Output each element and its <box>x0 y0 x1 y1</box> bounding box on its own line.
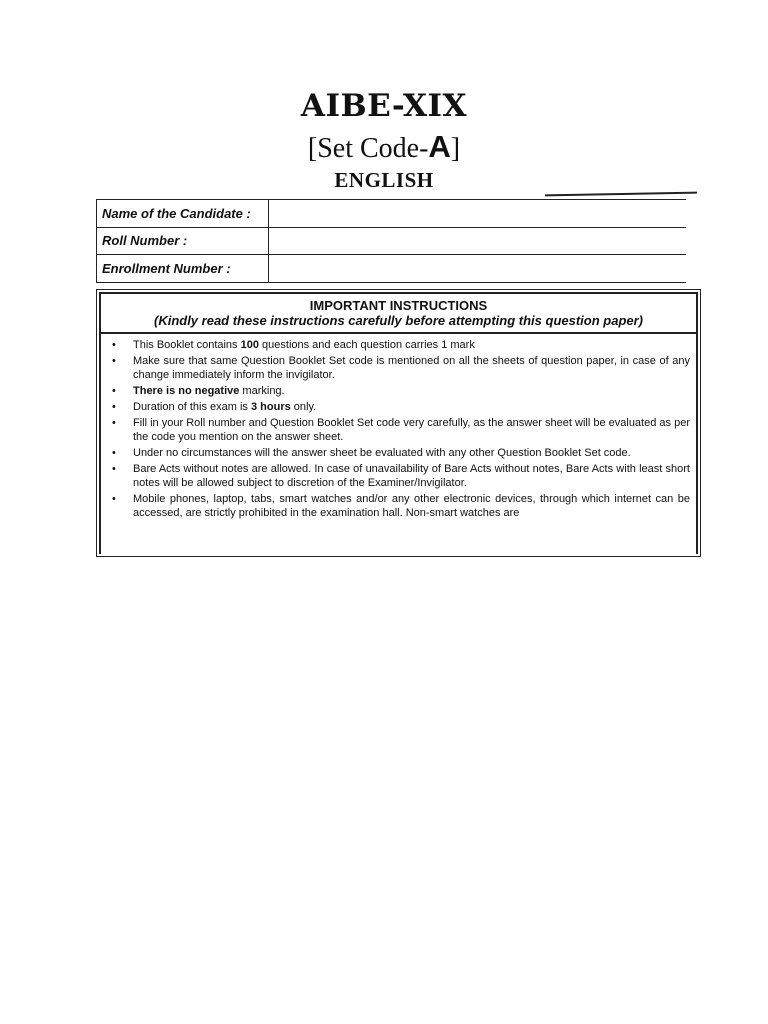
bullet-icon: • <box>112 447 116 459</box>
instructions-box <box>99 292 698 554</box>
instruction-item <box>112 400 690 414</box>
roll-number-field[interactable] <box>269 227 687 255</box>
instruction-emphasis: 100 <box>240 339 259 351</box>
set-code-prefix: [Set Code- <box>307 133 429 164</box>
instruction-text-end: only. <box>290 401 317 413</box>
instruction-text-end: questions and each question carries 1 mark <box>258 339 475 351</box>
candidate-details-table <box>96 199 686 283</box>
instructions-list <box>101 334 696 520</box>
enrollment-number-label: Enrollment Number : <box>97 255 269 283</box>
language-label: ENGLISH <box>334 168 434 192</box>
bullet-icon: • <box>112 385 116 397</box>
instruction-text: There is <box>133 385 179 397</box>
exam-title: AIBE-XIX <box>300 88 468 124</box>
bullet-icon: • <box>112 339 116 351</box>
instruction-text-end: marking. <box>239 385 285 397</box>
roll-number-label: Roll Number : <box>97 227 269 255</box>
instruction-emphasis: 3 hours <box>251 401 291 413</box>
instruction-item <box>112 462 690 490</box>
set-code <box>0 129 768 165</box>
candidate-name-field[interactable] <box>269 200 687 228</box>
instruction-text: Under no circumstances will the answer sheet be evaluated with any other Question Booklet Set code. <box>133 447 631 459</box>
roll-number-row <box>97 227 687 255</box>
instruction-text: Duration of this exam is <box>133 401 251 413</box>
bullet-icon: • <box>112 463 116 475</box>
set-code-letter: A <box>428 129 451 164</box>
instructions-heading: IMPORTANT INSTRUCTIONS <box>309 298 488 313</box>
instruction-text: Bare Acts without notes are allowed. In case of unavailability of Bare Acts without notes, Bare Acts with least short notes will be allowed subject to discretion of the Examiner/Invigilator. <box>133 463 690 489</box>
bullet-icon: • <box>112 493 116 505</box>
instruction-item <box>112 338 690 352</box>
instruction-item <box>112 492 690 520</box>
bullet-icon: • <box>112 401 116 413</box>
instruction-emphasis: no negative <box>178 385 240 397</box>
bullet-icon: • <box>112 355 116 367</box>
candidate-name-row <box>97 200 687 228</box>
instruction-item <box>112 384 690 398</box>
instruction-text: Make sure that same Question Booklet Set code is mentioned on all the sheets of question paper, in case of any change immediately inform the invigilator. <box>133 355 690 381</box>
instruction-item <box>112 446 690 460</box>
bullet-icon: • <box>112 417 116 429</box>
enrollment-number-field[interactable] <box>269 255 687 283</box>
instruction-text: Mobile phones, laptop, tabs, smart watches and/or any other electronic devices, through which internet can be accessed, are strictly prohibited in the examination hall. Non-smart watches are <box>133 493 690 519</box>
enrollment-number-row <box>97 255 687 283</box>
candidate-name-label: Name of the Candidate : <box>97 200 269 228</box>
instructions-header <box>101 294 696 334</box>
instructions-subheading: (Kindly read these instructions carefully before attempting this question paper) <box>153 313 644 328</box>
instruction-item <box>112 354 690 382</box>
set-code-suffix: ] <box>450 133 461 164</box>
instruction-text: This Booklet contains <box>133 339 241 351</box>
instruction-text: Fill in your Roll number and Question Booklet Set code very carefully, as the answer sheet will be evaluated as per the code you mention on the answer sheet. <box>133 417 690 443</box>
instruction-item <box>112 416 690 444</box>
